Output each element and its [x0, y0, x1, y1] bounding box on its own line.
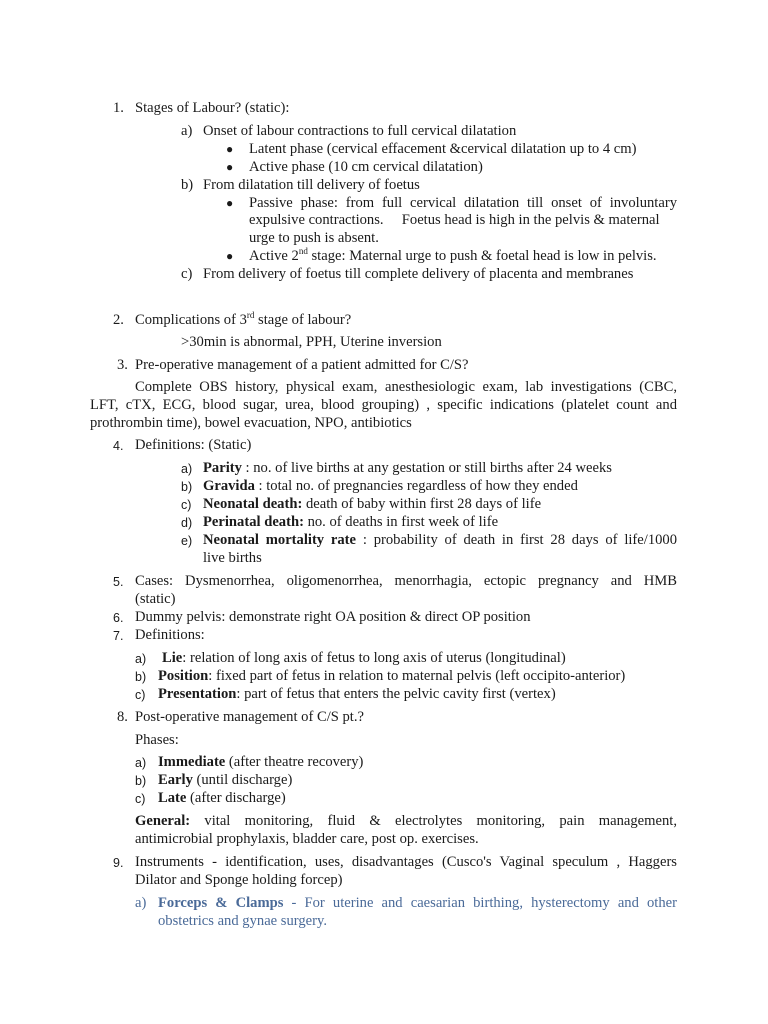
q7-number: 7. — [113, 629, 124, 643]
q8-b-marker: b) — [135, 774, 147, 788]
q7-a-definition: Lie: relation of long axis of fetus to long axis of uterus (longitudinal) — [162, 650, 566, 666]
q4-a-definition: Parity : no. of live births at any gestation or still births after 24 weeks — [203, 460, 612, 476]
q1-title: Stages of Labour? (static): — [135, 100, 290, 116]
q8-b-phase: Early (until discharge) — [158, 772, 293, 788]
bullet-icon: ● — [226, 142, 234, 156]
q1-b-bullet-1-line-2: expulsive contractions. Foetus head is high in the pelvis & maternal — [249, 212, 660, 228]
q8-number: 8. — [117, 709, 128, 725]
q4-d-marker: d) — [181, 516, 193, 530]
q4-a-marker: a) — [181, 462, 193, 476]
q8-general-line-2: antimicrobial prophylaxis, bladder care, post op. exercises. — [135, 831, 479, 847]
q3-number: 3. — [117, 357, 128, 373]
q4-b-definition: Gravida : total no. of pregnancies regardless of how they ended — [203, 478, 578, 494]
q4-d-definition: Perinatal death: no. of deaths in first week of life — [203, 514, 499, 530]
q1-b-bullet-2: Active 2nd stage: Maternal urge to push & foetal head is low in pelvis. — [249, 246, 657, 264]
q1-a-bullet-2: Active phase (10 cm cervical dilatation) — [249, 159, 483, 175]
q1-b-bullet-1-line-1: Passive phase: from full cervical dilatation till onset of involuntary — [249, 195, 677, 211]
q7-c-definition: Presentation: part of fetus that enters the pelvic cavity first (vertex) — [158, 686, 556, 702]
q4-b-marker: b) — [181, 480, 193, 494]
q5-line-1: Cases: Dysmenorrhea, oligomenorrhea, menorrhagia, ectopic pregnancy and HMB — [135, 573, 677, 589]
q1-number: 1. — [113, 100, 124, 116]
q5-number: 5. — [113, 575, 124, 589]
q7-title: Definitions: — [135, 627, 205, 643]
bullet-icon: ● — [226, 249, 234, 263]
q2-answer: >30min is abnormal, PPH, Uterine inversion — [181, 334, 442, 350]
q7-c-marker: c) — [135, 688, 146, 702]
q3-answer-line-1: Complete OBS history, physical exam, anesthesiologic exam, lab investigations (CBC, — [135, 379, 677, 395]
q6-text: Dummy pelvis: demonstrate right OA position & direct OP position — [135, 609, 531, 625]
q9-a-line-1: Forceps & Clamps - For uterine and caesarian birthing, hysterectomy and other — [158, 895, 677, 911]
q1-a-text: Onset of labour contractions to full cervical dilatation — [203, 123, 517, 139]
q9-line-2: Dilator and Sponge holding forcep) — [135, 872, 343, 888]
q7-a-marker: a) — [135, 652, 147, 666]
q8-a-marker: a) — [135, 756, 147, 770]
q2-number: 2. — [113, 312, 124, 328]
q1-b-text: From dilatation till delivery of foetus — [203, 177, 420, 193]
q1-c-text: From delivery of foetus till complete delivery of placenta and membranes — [203, 266, 634, 282]
q8-c-marker: c) — [135, 792, 146, 806]
q4-c-marker: c) — [181, 498, 192, 512]
q4-e-marker: e) — [181, 534, 193, 548]
q1-b-bullet-1-line-3: urge to push is absent. — [249, 230, 379, 246]
q2-title: Complications of 3rd stage of labour? — [135, 310, 352, 328]
q9-line-1: Instruments - identification, uses, disadvantages (Cusco's Vaginal speculum , Haggers — [135, 854, 677, 870]
q3-answer-line-3: prothrombin time), bowel evacuation, NPO, antibiotics — [90, 415, 412, 431]
q1-c-marker: c) — [181, 266, 193, 282]
q3-title: Pre-operative management of a patient admitted for C/S? — [135, 357, 469, 373]
bullet-icon: ● — [226, 160, 234, 174]
q4-e-continuation: live births — [203, 550, 262, 566]
q8-a-phase: Immediate (after theatre recovery) — [158, 754, 364, 770]
q7-b-marker: b) — [135, 670, 147, 684]
q5-line-2: (static) — [135, 591, 176, 607]
q8-phases-label: Phases: — [135, 732, 179, 748]
q8-general-line-1: General: vital monitoring, fluid & electrolytes monitoring, pain management, — [135, 813, 677, 829]
q4-title: Definitions: (Static) — [135, 437, 252, 453]
q9-a-line-2: obstetrics and gynae surgery. — [158, 913, 327, 929]
q4-e-definition: Neonatal mortality rate : probability of death in first 28 days of life/1000 — [203, 532, 678, 548]
q6-number: 6. — [113, 611, 124, 625]
q4-number: 4. — [113, 439, 124, 453]
q1-a-bullet-1: Latent phase (cervical effacement &cervical dilatation up to 4 cm) — [249, 141, 637, 157]
q8-c-phase: Late (after discharge) — [158, 790, 286, 806]
q7-b-definition: Position: fixed part of fetus in relation to maternal pelvis (left occipito-anterior) — [158, 668, 626, 684]
bullet-icon: ● — [226, 196, 234, 210]
q9-number: 9. — [113, 856, 124, 870]
q4-c-definition: Neonatal death: death of baby within first 28 days of life — [203, 496, 542, 512]
q9-a-marker: a) — [135, 895, 147, 911]
q1-a-marker: a) — [181, 123, 193, 139]
q1-b-marker: b) — [181, 177, 194, 193]
q8-title: Post-operative management of C/S pt.? — [135, 709, 364, 725]
q3-answer-line-2: LFT, cTX, ECG, blood sugar, urea, blood grouping) , specific indications (platelet count and — [90, 397, 677, 413]
